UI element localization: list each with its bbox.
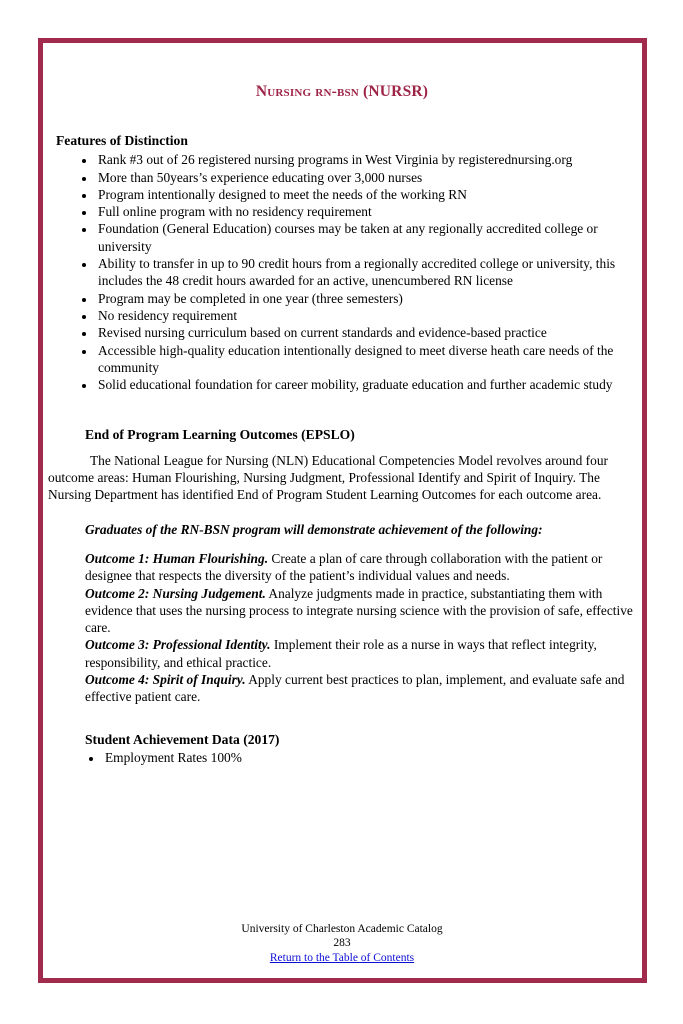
outcome-4-label: Outcome 4: Spirit of Inquiry. <box>85 672 246 688</box>
footer-catalog-title: University of Charleston Academic Catalog <box>241 922 443 935</box>
outcomes-block <box>85 550 636 706</box>
outcome-4-text: Apply current best practices to plan, implement, and evaluate safe and effective patient care. <box>85 672 625 705</box>
outcome-1-label: Outcome 1: Human Flourishing. <box>85 550 269 566</box>
student-achievement-heading: Student Achievement Data (2017) <box>85 731 280 747</box>
outcome-2-text: Analyze judgments made in practice, substantiating them with evidence that uses the nursing process to integrate nursing science with the provision of safe, effective care. <box>85 585 633 636</box>
page-title: Nursing rn-bsn (NURSR) <box>255 83 429 100</box>
outcome-3-label: Outcome 3: Professional Identity. <box>85 637 271 653</box>
feature-item: • Ability to transfer in up to 90 credit hours from a regionally accredited college or university, this includes the 48 credit hours awarded for an active, unencumbered RN license <box>96 255 636 290</box>
features-heading: Features of Distinction <box>56 133 188 148</box>
feature-item: • Foundation (General Education) courses may be taken at any regionally accredited college or university <box>96 220 636 255</box>
achievement-item: • Employment Rates 100% <box>103 749 636 766</box>
feature-item: • Program may be completed in one year (three semesters) <box>96 290 636 307</box>
feature-item: • More than 50years’s experience educating over 3,000 nurses <box>96 169 636 186</box>
feature-item: • Solid educational foundation for career mobility, graduate education and further academic study <box>96 376 636 393</box>
feature-item: • Accessible high-quality education intentionally designed to meet diverse heath care needs of the community <box>96 342 636 377</box>
outcome-3-text: Implement their role as a nurse in ways that reflect integrity, responsibility, and ethical practice. <box>85 637 597 670</box>
page-border <box>38 38 647 983</box>
feature-item: • Revised nursing curriculum based on current standards and evidence-based practice <box>96 324 636 341</box>
page-footer <box>48 922 636 970</box>
epslo-intro-paragraph: The National League for Nursing (NLN) Educational Competencies Model revolves around four outcome areas: Human Flourishing, Nursing Judgment, Professional Identify and Spirit of Inquiry. The Nursing Department has identified End of Program Student Learning Outcomes for each outcome area. <box>48 452 608 503</box>
outcome-2-label: Outcome 2: Nursing Judgement. <box>85 585 266 601</box>
epslo-heading: End of Program Learning Outcomes (EPSLO) <box>85 427 355 443</box>
graduates-statement: Graduates of the RN-BSN program will demonstrate achievement of the following: <box>85 521 543 537</box>
outcome-1-text: Create a plan of care through collaboration with the patient or designee that respects the diversity of the patient’s individual values and needs. <box>85 550 603 584</box>
feature-item: • No residency requirement <box>96 307 636 324</box>
footer-page-number: 283 <box>333 937 351 950</box>
outcome-paragraph-4 <box>85 671 636 706</box>
outcome-paragraph-2 <box>85 585 636 637</box>
achievement-list <box>48 749 636 766</box>
features-list <box>48 151 636 393</box>
feature-item: • Full online program with no residency requirement <box>96 203 636 220</box>
return-to-toc-link[interactable]: Return to the Table of Contents <box>269 952 415 965</box>
feature-item: • Program intentionally designed to meet the needs of the working RN <box>96 186 636 203</box>
outcome-paragraph-1 <box>85 550 636 585</box>
feature-item: • Rank #3 out of 26 registered nursing programs in West Virginia by registerednursing.org <box>96 151 636 168</box>
outcome-paragraph-3 <box>85 636 636 671</box>
